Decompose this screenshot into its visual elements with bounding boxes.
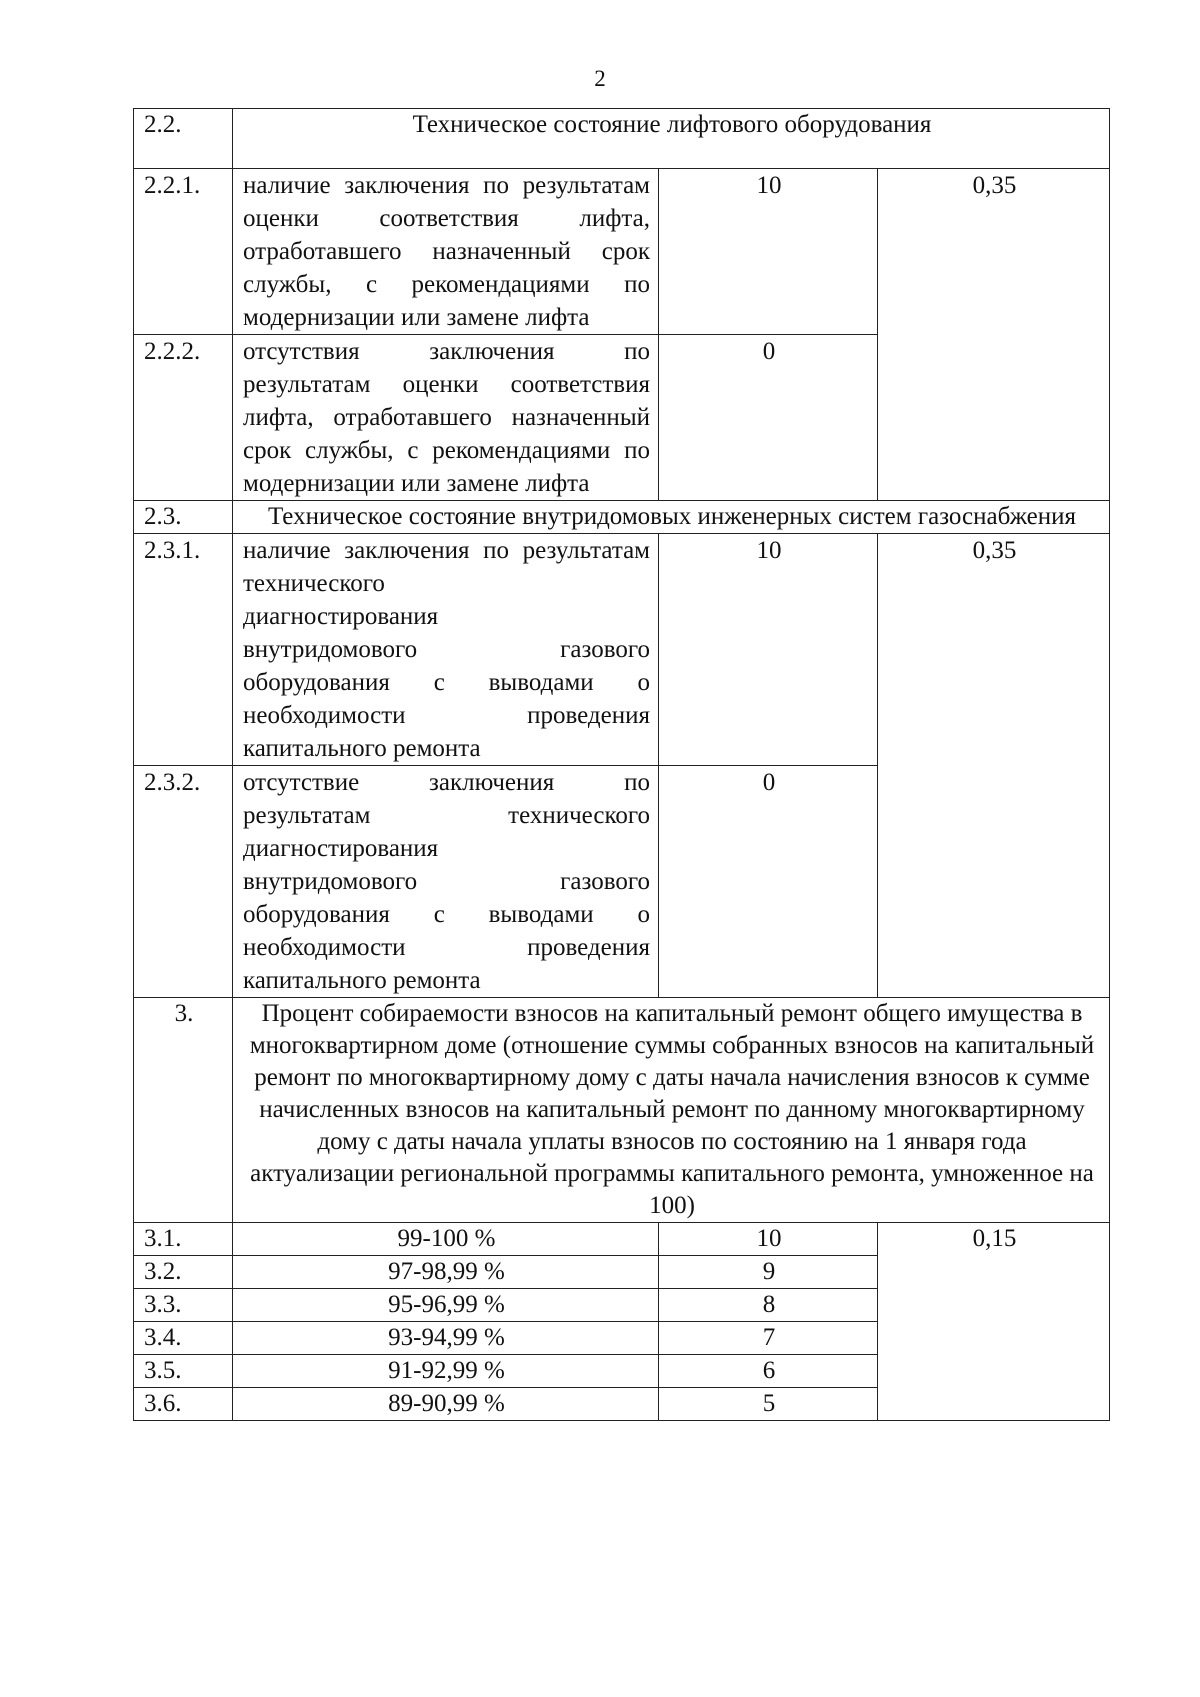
item-range: 97-98,99 % xyxy=(233,1256,659,1289)
section-header-row xyxy=(134,109,1110,169)
item-points: 7 xyxy=(659,1322,878,1355)
item-description: наличие заключения по результатам оценки соответствия лифта, отработавшего назначенный срок службы, с рекомендациями по модернизации или замене лифта xyxy=(233,169,659,335)
item-points: 0 xyxy=(659,766,878,998)
item-range: 99-100 % xyxy=(233,1223,659,1256)
item-points: 5 xyxy=(659,1388,878,1421)
item-description: отсутствия заключения по результатам оценки соответствия лифта, отработавшего назначенный срок службы, с рекомендациями по модернизации или замене лифта xyxy=(233,335,659,501)
item-weight: 0,35 xyxy=(878,534,1110,998)
item-description: отсутствие заключения по результатам технического диагностирования внутридомового газового оборудования с выводами о необходимости проведения капитального ремонта xyxy=(233,766,659,998)
table-row xyxy=(134,1223,1110,1256)
item-range: 91-92,99 % xyxy=(233,1355,659,1388)
item-points: 0 xyxy=(659,335,878,501)
table-row xyxy=(134,169,1110,335)
item-number: 2.3.2. xyxy=(134,766,233,998)
item-number: 2.2.2. xyxy=(134,335,233,501)
section-title: Процент собираемости взносов на капитальный ремонт общего имущества в многоквартирном доме (отношение суммы собранных взносов на капитальный ремонт по многоквартирному дому с даты начала начисления взносов к сумме начисленных взносов на капитальный ремонт по данному многоквартирному дому с даты начала уплаты взносов по состоянию на 1 января года актуализации региональной программы капитального ремонта, умноженное на 100) xyxy=(233,998,1110,1223)
section-number: 2.3. xyxy=(134,501,233,534)
item-points: 6 xyxy=(659,1355,878,1388)
item-points: 9 xyxy=(659,1256,878,1289)
item-weight: 0,35 xyxy=(878,169,1110,501)
section-header-row xyxy=(134,501,1110,534)
section-number: 3. xyxy=(134,998,233,1223)
section-number: 2.2. xyxy=(134,109,233,169)
item-points: 10 xyxy=(659,169,878,335)
item-points: 8 xyxy=(659,1289,878,1322)
item-number: 2.3.1. xyxy=(134,534,233,766)
item-description: наличие заключения по результатам технического диагностирования внутридомового газового оборудования с выводами о необходимости проведения капитального ремонта xyxy=(233,534,659,766)
item-number: 3.4. xyxy=(134,1322,233,1355)
table-row xyxy=(134,534,1110,766)
page-number: 2 xyxy=(594,66,606,91)
section-title: Техническое состояние внутридомовых инженерных систем газоснабжения xyxy=(233,501,1110,534)
item-points: 10 xyxy=(659,534,878,766)
item-weight: 0,15 xyxy=(878,1223,1110,1421)
item-number: 3.2. xyxy=(134,1256,233,1289)
item-number: 3.6. xyxy=(134,1388,233,1421)
item-number: 3.5. xyxy=(134,1355,233,1388)
item-range: 95-96,99 % xyxy=(233,1289,659,1322)
section-header-row xyxy=(134,998,1110,1223)
item-number: 3.1. xyxy=(134,1223,233,1256)
item-number: 2.2.1. xyxy=(134,169,233,335)
item-points: 10 xyxy=(659,1223,878,1256)
item-range: 89-90,99 % xyxy=(233,1388,659,1421)
section-title: Техническое состояние лифтового оборудования xyxy=(233,109,1110,169)
item-range: 93-94,99 % xyxy=(233,1322,659,1355)
criteria-table xyxy=(133,108,1110,1421)
item-number: 3.3. xyxy=(134,1289,233,1322)
